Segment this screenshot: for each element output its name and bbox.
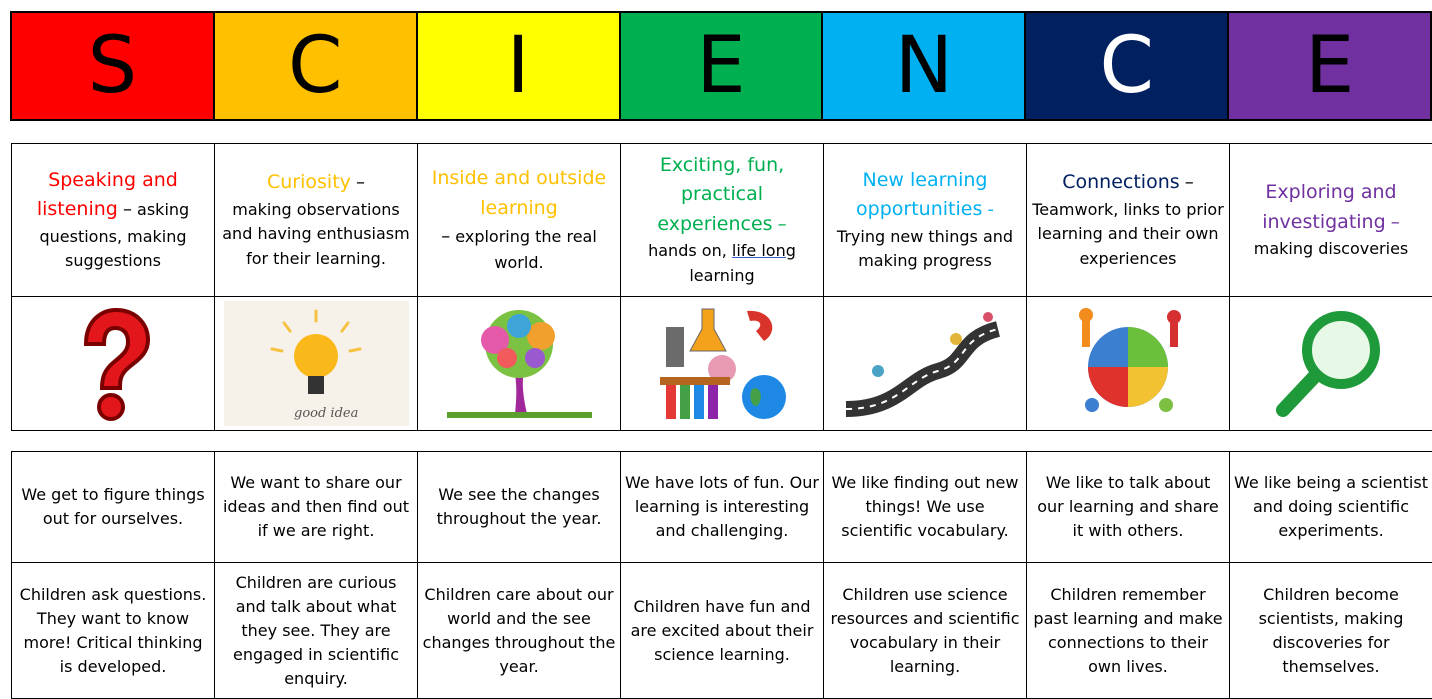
science-banner (10, 11, 1432, 121)
value-text: Trying new things and making progress (837, 227, 1013, 271)
banner-letter-i: I (418, 13, 621, 119)
value-speaking-listening (12, 144, 215, 297)
dash: – (123, 199, 132, 220)
pupil-statement: We get to figure things out for ourselves. (12, 452, 215, 563)
dash: – (441, 226, 450, 247)
values-table (11, 143, 1432, 431)
dash: – (356, 172, 365, 193)
dash: - (987, 199, 994, 220)
children-statement: Children are curious and talk about what they see. They are engaged in scientific enquiry. (215, 563, 418, 699)
question-mark-icon (58, 304, 168, 424)
dash: – (778, 214, 787, 235)
value-heading: Inside and outside learning (432, 167, 606, 218)
value-text: hands on, (648, 241, 727, 260)
value-heading: Connections (1062, 171, 1179, 193)
children-statement: Children use science resources and scientific vocabulary in their learning. (824, 563, 1027, 699)
banner-letter-c2: C (1026, 13, 1229, 119)
children-statement: Children have fun and are excited about their science learning. (621, 563, 824, 699)
image-cell (418, 297, 621, 431)
dash: – (1185, 172, 1194, 193)
pupil-statement: We like finding out new things! We use scientific vocabulary. (824, 452, 1027, 563)
statements-table (11, 451, 1432, 699)
banner-letter-e: E (621, 13, 824, 119)
value-text: making observations and having enthusiasm for their learning. (222, 200, 409, 269)
value-text: making discoveries (1254, 239, 1409, 258)
value-curiosity (215, 144, 418, 297)
value-heading: Speaking and listening (37, 169, 178, 220)
image-cell (12, 297, 215, 431)
banner-letter-e2: E (1229, 13, 1430, 119)
image-cell (215, 297, 418, 431)
image-cell (824, 297, 1027, 431)
children-statement: Children care about our world and the see changes throughout the year. (418, 563, 621, 699)
value-exciting-fun (621, 144, 824, 297)
banner-letter-n: N (823, 13, 1026, 119)
dash: – (1391, 212, 1400, 233)
value-text: exploring the real world. (455, 227, 597, 272)
pupil-statement: We like being a scientist and doing scientific experiments. (1230, 452, 1432, 563)
value-exploring (1230, 144, 1432, 297)
banner-letter-c: C (215, 13, 418, 119)
pupil-statement: We like to talk about our learning and share it with others. (1027, 452, 1230, 563)
pupil-statement: We want to share our ideas and then find out if we are right. (215, 452, 418, 563)
lightbulb-caption: good idea (294, 406, 358, 421)
value-text-underlined: life long (732, 241, 796, 260)
value-connections (1027, 144, 1230, 297)
value-text: learning (689, 266, 754, 285)
image-cell (621, 297, 824, 431)
image-cell (1027, 297, 1230, 431)
banner-letter-s: S (12, 13, 215, 119)
tree-icon (447, 304, 592, 424)
children-statement: Children become scientists, making discoveries for themselves. (1230, 563, 1432, 699)
science-equipment-icon (652, 301, 792, 426)
value-new-learning (824, 144, 1027, 297)
value-heading: New learning opportunities (856, 169, 987, 220)
magnifying-glass-icon (1271, 306, 1391, 421)
road-icon (838, 309, 1013, 419)
children-statement: Children remember past learning and make connections to their own lives. (1027, 563, 1230, 699)
pupil-statement: We have lots of fun. Our learning is interesting and challenging. (621, 452, 824, 563)
value-heading: Exploring and investigating (1262, 181, 1396, 232)
value-heading: Exciting, fun, practical experiences (657, 154, 784, 235)
value-inside-outside (418, 144, 621, 297)
value-heading: Curiosity (267, 171, 351, 193)
puzzle-people-icon (1056, 301, 1201, 426)
value-text: asking questions, making suggestions (39, 200, 189, 270)
children-statement: Children ask questions. They want to know more! Critical thinking is developed. (12, 563, 215, 699)
value-text: Teamwork, links to prior learning and their own experiences (1032, 200, 1224, 269)
lightbulb-icon (224, 301, 409, 426)
pupil-statement: We see the changes throughout the year. (418, 452, 621, 563)
image-cell (1230, 297, 1432, 431)
